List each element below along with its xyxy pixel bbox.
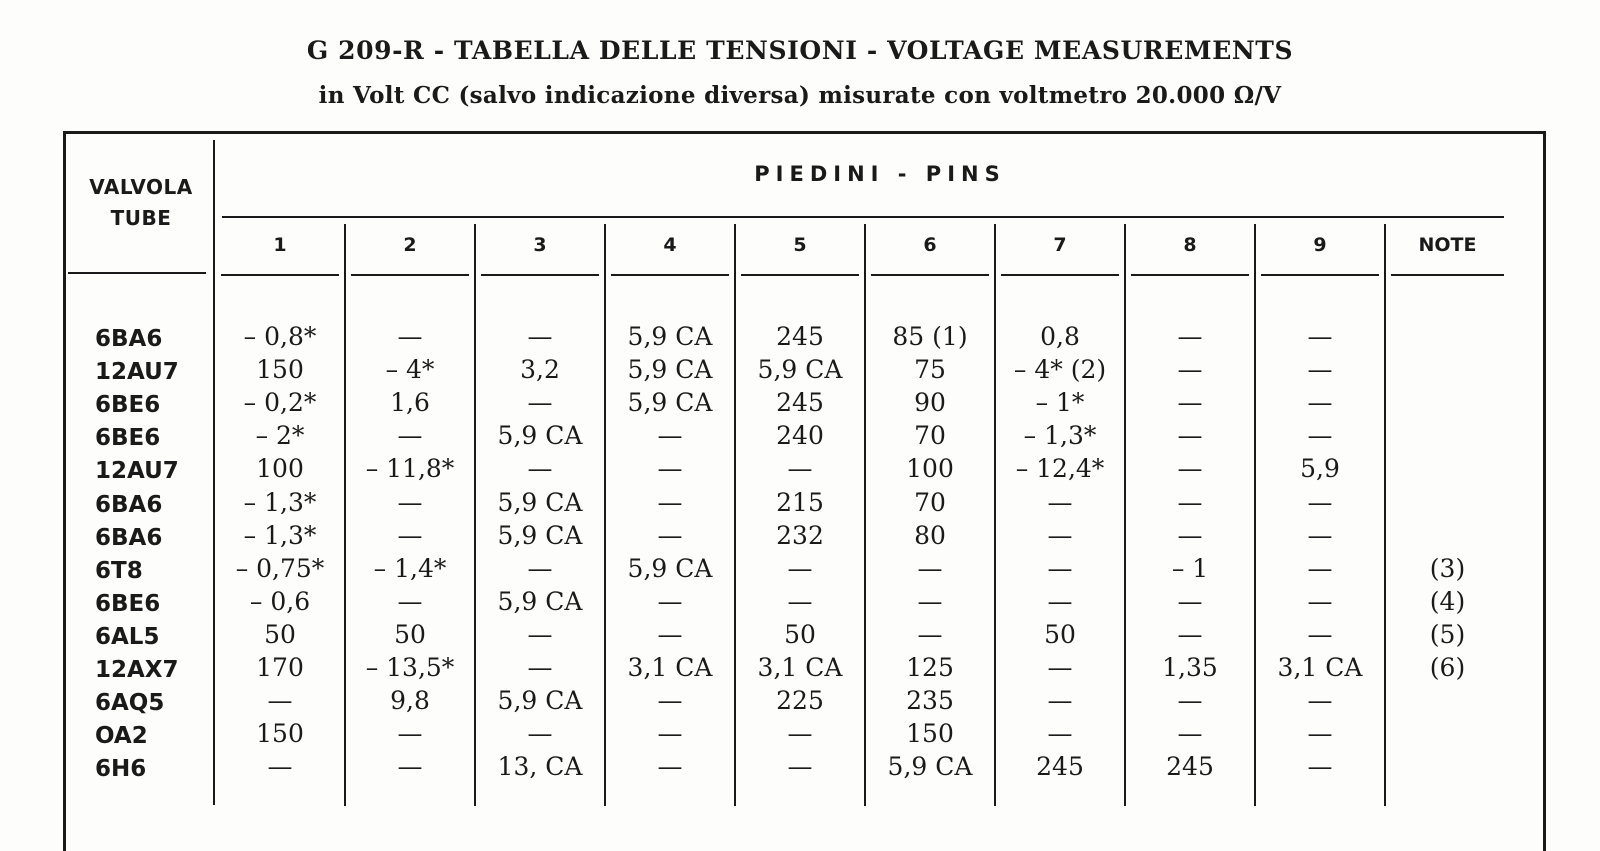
voltage-cell: 5,9 <box>1300 454 1340 484</box>
voltage-cell: 245 <box>776 322 824 351</box>
tube-name: 6BE6 <box>95 590 161 617</box>
voltage-cell: — <box>1047 586 1073 616</box>
voltage-cell: — <box>397 487 423 517</box>
page-title: G 209-R - TABELLA DELLE TENSIONI - VOLTAGE MEASUREMENTS <box>306 36 1294 65</box>
voltage-cell: — <box>1177 355 1203 385</box>
voltage-cell: — <box>1307 619 1333 649</box>
voltage-cell: — <box>1307 322 1333 351</box>
voltage-cell: — <box>1177 719 1203 749</box>
voltage-cell: 0,8 <box>1040 322 1080 351</box>
header-rule <box>481 274 599 276</box>
voltage-cell: 232 <box>776 520 824 550</box>
voltage-cell: — <box>1047 520 1073 550</box>
voltage-cell: — <box>657 487 683 517</box>
voltage-cell: — <box>657 719 683 749</box>
voltage-cell: — <box>527 388 553 418</box>
pin-column-header: 4 <box>663 234 677 256</box>
tube-name: 12AX7 <box>95 657 179 683</box>
voltage-cell: — <box>1307 388 1333 418</box>
voltage-cell: — <box>917 553 943 583</box>
voltage-cell: — <box>657 586 683 616</box>
voltage-cell: — <box>657 686 683 716</box>
tube-name: 6AL5 <box>95 623 160 650</box>
voltage-cell: — <box>1047 553 1073 583</box>
voltage-cell: — <box>1307 355 1333 385</box>
tube-name: 6BE6 <box>95 425 161 452</box>
voltage-cell: 100 <box>256 454 304 484</box>
voltage-cell: (6) <box>1429 653 1466 682</box>
voltage-cell: 70 <box>914 487 946 517</box>
voltage-cell: – 4* (2) <box>1013 355 1107 385</box>
page-subtitle: in Volt CC (salvo indicazione diversa) misurate con voltmetro 20.000 Ω/V <box>318 82 1282 109</box>
voltage-cell: — <box>1307 752 1333 782</box>
voltage-cell: — <box>1177 421 1203 451</box>
voltage-cell: — <box>267 686 293 716</box>
voltage-cell: 5,9 CA <box>627 388 713 418</box>
voltage-cell: 80 <box>914 520 946 550</box>
voltage-cell: – 4* <box>385 355 435 385</box>
voltage-cell: 245 <box>776 388 824 418</box>
voltage-cell: 70 <box>914 421 946 451</box>
voltage-cell: 150 <box>256 719 304 749</box>
voltage-cell: – 1* <box>1035 388 1085 418</box>
voltage-cell: — <box>1177 520 1203 550</box>
pin-column-header: 3 <box>533 234 547 256</box>
voltage-cell: 1,35 <box>1162 653 1218 682</box>
voltage-cell: 225 <box>776 686 824 716</box>
tube-header-line1: VALVOLA <box>89 175 193 199</box>
header-rule <box>221 274 339 276</box>
header-rule <box>1391 274 1504 276</box>
voltage-cell: — <box>397 719 423 749</box>
voltage-cell: — <box>917 619 943 649</box>
voltage-cell: 3,1 CA <box>627 653 713 682</box>
voltage-cell: — <box>397 520 423 550</box>
header-rule <box>1261 274 1379 276</box>
tube-name: 12AU7 <box>95 458 179 485</box>
voltage-cell: — <box>527 322 553 351</box>
voltage-cell: 1,6 <box>390 388 430 418</box>
voltage-cell: 150 <box>906 719 954 749</box>
tube-name: OA2 <box>95 723 148 750</box>
voltage-cell: — <box>1177 454 1203 484</box>
voltage-cell: — <box>397 752 423 782</box>
tube-name: 6AQ5 <box>95 690 165 717</box>
voltage-cell: 245 <box>1166 752 1214 782</box>
voltage-cell: — <box>1307 553 1333 583</box>
voltage-cell: — <box>527 454 553 484</box>
tube-name: 6T8 <box>95 557 143 584</box>
voltage-cell: 245 <box>1036 752 1084 782</box>
voltage-cell: — <box>1307 487 1333 517</box>
voltage-cell: 50 <box>264 619 296 649</box>
voltage-cell: 5,9 CA <box>887 752 973 782</box>
voltage-cell: – 1,4* <box>373 553 447 583</box>
voltage-cell: — <box>657 421 683 451</box>
voltage-cell: 5,9 CA <box>627 355 713 385</box>
voltage-cell: — <box>657 454 683 484</box>
voltage-cell: — <box>1307 421 1333 451</box>
voltage-cell: 5,9 CA <box>497 487 583 517</box>
voltage-cell: – 1,3* <box>243 520 317 550</box>
tube-header-line2: TUBE <box>110 206 172 230</box>
voltage-cell: 215 <box>776 487 824 517</box>
tube-name: 6H6 <box>95 756 147 783</box>
header-rule <box>222 216 1504 218</box>
voltage-cell: 5,9 CA <box>627 322 713 351</box>
voltage-cell: 50 <box>1044 619 1076 649</box>
voltage-cell: 5,9 CA <box>757 355 843 385</box>
voltage-cell: — <box>1307 719 1333 749</box>
voltage-cell: – 11,8* <box>365 454 455 484</box>
voltage-cell: — <box>1307 586 1333 616</box>
tube-name: 6BA6 <box>95 524 163 551</box>
voltage-cell: — <box>657 752 683 782</box>
voltage-cell: (5) <box>1429 619 1466 649</box>
pin-column-header: 5 <box>793 234 807 256</box>
voltage-cell: 3,1 CA <box>757 653 843 682</box>
voltage-cell: — <box>787 454 813 484</box>
voltage-cell: — <box>1177 487 1203 517</box>
voltage-cell: 150 <box>256 355 304 385</box>
voltage-cell: 5,9 CA <box>497 686 583 716</box>
voltage-cell: — <box>1047 719 1073 749</box>
voltage-cell: 125 <box>906 653 954 682</box>
pin-column-header: 7 <box>1053 234 1067 256</box>
header-rule <box>871 274 989 276</box>
tube-name: 6BA6 <box>95 326 163 352</box>
voltage-cell: — <box>527 619 553 649</box>
tube-name: 6BA6 <box>95 491 163 518</box>
voltage-cell: 100 <box>906 454 954 484</box>
voltage-cell: — <box>657 619 683 649</box>
voltage-cell: — <box>787 553 813 583</box>
voltage-cell: – 0,75* <box>235 553 325 583</box>
voltage-cell: 13, CA <box>497 752 583 782</box>
voltage-cell: (3) <box>1429 553 1466 583</box>
voltage-cell: — <box>787 586 813 616</box>
voltage-cell: 3,2 <box>520 355 560 385</box>
voltage-cell: 75 <box>914 355 946 385</box>
voltage-cell: — <box>527 653 553 682</box>
pin-column-header: 1 <box>273 234 287 256</box>
voltage-cell: – 2* <box>255 421 305 451</box>
voltage-cell: — <box>527 553 553 583</box>
voltage-cell: 50 <box>394 619 426 649</box>
voltage-cell: 3,1 CA <box>1277 653 1363 682</box>
tube-column-header <box>66 172 216 234</box>
voltage-cell: 235 <box>906 686 954 716</box>
voltage-cell: — <box>1307 686 1333 716</box>
voltage-cell: – 0,2* <box>243 388 317 418</box>
header-rule <box>611 274 729 276</box>
voltage-cell: – 1,3* <box>1023 421 1097 451</box>
voltage-cell: — <box>527 719 553 749</box>
voltage-cell: 170 <box>256 653 304 682</box>
voltage-cell: — <box>1307 520 1333 550</box>
voltage-cell: – 1 <box>1171 553 1209 583</box>
pin-column-header: 8 <box>1183 234 1197 256</box>
pins-group-header: PIEDINI - PINS <box>754 162 1006 186</box>
voltage-cell: — <box>267 752 293 782</box>
header-rule <box>351 274 469 276</box>
voltage-cell: 5,9 CA <box>497 586 583 616</box>
voltage-cell: 90 <box>914 388 946 418</box>
voltage-cell: — <box>917 586 943 616</box>
voltage-cell: — <box>1177 388 1203 418</box>
voltage-cell: — <box>397 586 423 616</box>
voltage-cell: — <box>1177 619 1203 649</box>
tube-name: 6BE6 <box>95 392 161 419</box>
header-rule <box>68 272 206 274</box>
voltage-cell: — <box>1047 653 1073 682</box>
pin-column-header: 9 <box>1313 234 1327 256</box>
voltage-cell: – 12,4* <box>1015 454 1105 484</box>
header-rule <box>741 274 859 276</box>
voltage-cell: — <box>787 719 813 749</box>
voltage-cell: — <box>1177 686 1203 716</box>
voltage-cell: — <box>397 322 423 351</box>
voltage-cell: 9,8 <box>390 686 430 716</box>
voltage-cell: — <box>1047 686 1073 716</box>
voltage-cell: — <box>1047 487 1073 517</box>
voltage-cell: 5,9 CA <box>627 553 713 583</box>
header-rule <box>1131 274 1249 276</box>
voltage-cell: — <box>397 421 423 451</box>
tube-name: 12AU7 <box>95 359 179 386</box>
voltage-cell: – 13,5* <box>365 653 455 682</box>
pin-column-header: 6 <box>923 234 937 256</box>
voltage-cell: – 0,8* <box>243 322 317 351</box>
pin-column-header: 2 <box>403 234 417 256</box>
voltage-cell: — <box>1177 586 1203 616</box>
voltage-cell: – 1,3* <box>243 487 317 517</box>
voltage-cell: 50 <box>784 619 816 649</box>
voltage-cell: — <box>787 752 813 782</box>
voltage-cell: 5,9 CA <box>497 520 583 550</box>
voltage-cell: 240 <box>776 421 824 451</box>
voltage-cell: (4) <box>1429 586 1466 616</box>
pin-column-header: NOTE <box>1418 234 1477 256</box>
voltage-cell: — <box>1177 322 1203 351</box>
voltage-cell: 85 (1) <box>892 322 968 351</box>
header-rule <box>1001 274 1119 276</box>
voltage-cell: — <box>657 520 683 550</box>
voltage-cell: 5,9 CA <box>497 421 583 451</box>
voltage-cell: – 0,6 <box>249 586 311 616</box>
